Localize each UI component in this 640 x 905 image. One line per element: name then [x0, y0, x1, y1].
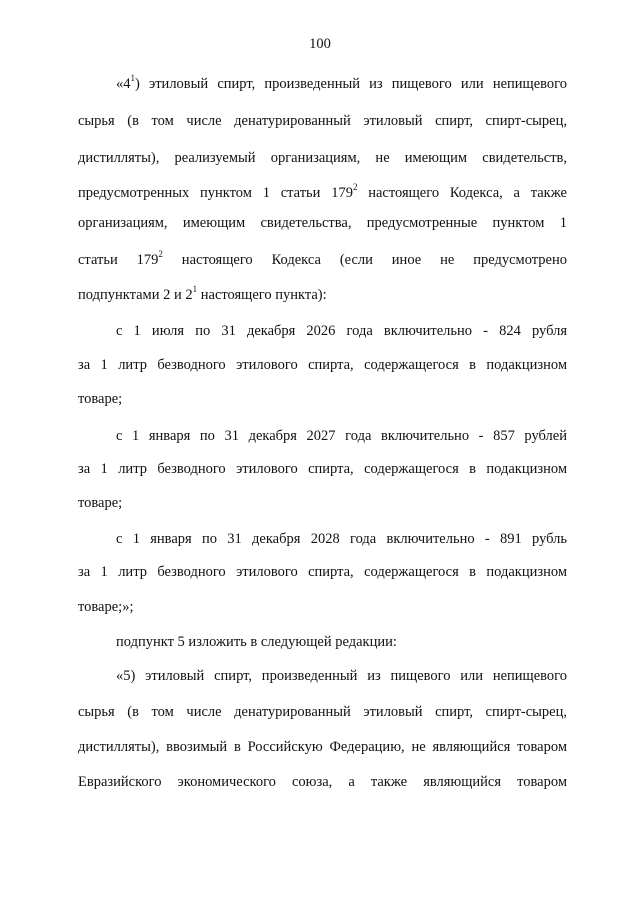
text-line: за 1 литр безводного этилового спирта, содержащегося в подакцизном — [78, 461, 567, 477]
text-span: настоящего пункта): — [197, 287, 327, 303]
superscript: 1 — [130, 73, 135, 84]
text-line: с 1 января по 31 декабря 2028 года включительно - 891 рубль — [116, 531, 567, 547]
text-line: дистилляты), ввозимый в Российскую Федерацию, не являющийся товаром — [78, 739, 567, 755]
text-span: подпунктами 2 и 2 — [78, 287, 193, 303]
text-line: за 1 литр безводного этилового спирта, содержащегося в подакцизном — [78, 564, 567, 580]
text-line: с 1 июля по 31 декабря 2026 года включительно - 824 рубля — [116, 323, 567, 339]
text-line: товаре; — [78, 495, 123, 511]
text-span: «4 — [116, 76, 131, 92]
text-line: Евразийского экономического союза, а также являющийся товаром — [78, 774, 567, 790]
text-line: сырья (в том числе денатурированный этиловый спирт, спирт-сырец, — [78, 113, 567, 129]
text-line: с 1 января по 31 декабря 2027 года включительно - 857 рублей — [116, 428, 567, 444]
superscript: 2 — [352, 182, 358, 193]
text-line: организациям, имеющим свидетельства, предусмотренные пунктом 1 — [78, 215, 567, 231]
text-line: сырья (в том числе денатурированный этиловый спирт, спирт-сырец, — [78, 704, 567, 720]
text-line — [116, 75, 567, 93]
text-line: подпункт 5 изложить в следующей редакции: — [116, 634, 397, 650]
superscript: 1 — [192, 284, 198, 295]
text-span: настоящего Кодекса, а также — [357, 185, 567, 201]
text-line: дистилляты), реализуемый организациям, не имеющим свидетельств, — [78, 150, 567, 166]
text-span: настоящего Кодекса (если иное не предусмотрено — [162, 252, 567, 268]
text-span: статьи 179 — [78, 252, 159, 268]
text-line: товаре;»; — [78, 599, 134, 615]
superscript: 2 — [158, 249, 163, 260]
text-line: «5) этиловый спирт, произведенный из пищевого или непищевого — [116, 668, 567, 684]
page-number: 100 — [309, 36, 331, 52]
text-line — [78, 286, 567, 304]
text-span: ) этиловый спирт, произведенный из пищевого или непищевого — [135, 76, 567, 92]
text-span: предусмотренных пунктом 1 статьи 179 — [78, 185, 353, 201]
text-line: за 1 литр безводного этилового спирта, содержащегося в подакцизном — [78, 357, 567, 373]
text-line — [78, 184, 567, 202]
text-line — [78, 251, 567, 269]
text-line: товаре; — [78, 391, 123, 407]
